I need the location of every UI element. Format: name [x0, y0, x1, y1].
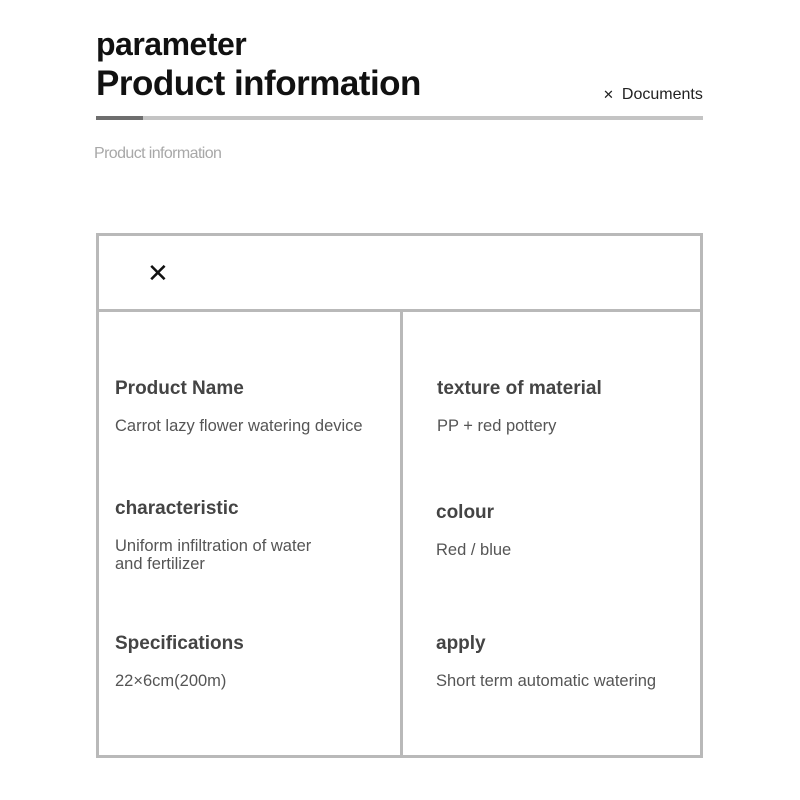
header-divider [96, 116, 703, 120]
product-name-label: Product Name [115, 378, 244, 399]
documents-link[interactable] [603, 86, 703, 104]
colour-value: Red / blue [436, 541, 512, 559]
documents-label: Documents [621, 86, 703, 103]
page-title-product-information: Product information [96, 64, 421, 103]
characteristic-value-line2: and fertilizer [115, 555, 205, 573]
material-value: PP + red pottery [437, 417, 557, 435]
specifications-label: Specifications [115, 633, 244, 654]
characteristic-label: characteristic [115, 498, 239, 519]
page-title-parameter: parameter [96, 26, 247, 62]
header-divider-accent [96, 116, 143, 120]
section-subtitle: Product information [94, 145, 222, 162]
material-label: texture of material [437, 378, 602, 399]
apply-value: Short term automatic watering [436, 672, 657, 690]
close-icon: ✕ [147, 258, 169, 288]
product-name-value: Carrot lazy flower watering device [115, 417, 363, 435]
table-column-divider [400, 312, 403, 755]
table-header-row [99, 236, 700, 312]
apply-label: apply [436, 633, 486, 654]
specifications-value: 22×6cm(200m) [115, 672, 227, 690]
characteristic-value-line1: Uniform infiltration of water [115, 537, 312, 555]
colour-label: colour [436, 502, 495, 523]
x-icon: ✕ [603, 87, 614, 102]
